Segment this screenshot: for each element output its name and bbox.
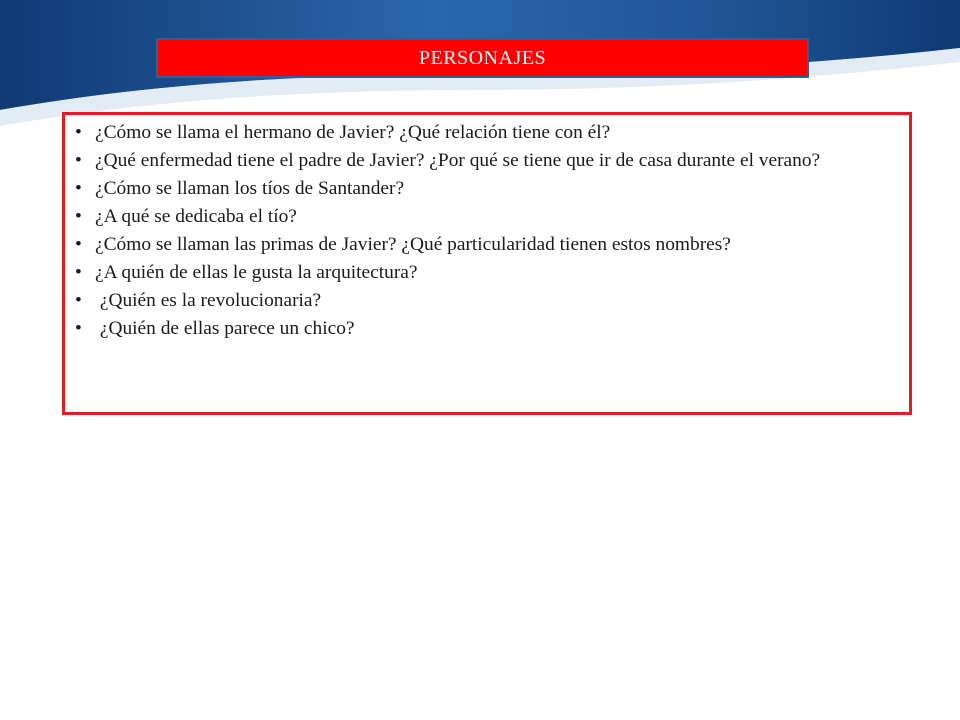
question-text: ¿A qué se dedicaba el tío? [95,206,297,227]
bullet-icon: • [75,318,82,339]
list-item [75,289,902,314]
bullet-icon: • [75,206,82,227]
bullet-icon: • [75,262,82,283]
question-text: ¿Cómo se llaman las primas de Javier? ¿Qué particularidad tienen estos nombres? [95,234,731,255]
list-item [75,317,902,342]
question-text: ¿Qué enfermedad tiene el padre de Javier? ¿Por qué se tiene que ir de casa durante el verano? [95,150,821,171]
question-text: ¿A quién de ellas le gusta la arquitectura? [95,262,418,283]
list-item [75,233,902,258]
bullet-icon: • [75,234,82,255]
title-bar [156,38,809,78]
questions-box [62,112,912,415]
slide-title: PERSONAJES [418,46,547,69]
list-item [75,205,902,230]
bullet-icon: • [75,290,82,311]
list-item [75,177,902,202]
list-item [75,149,902,174]
bullet-icon: • [75,122,82,143]
question-text: ¿Quién de ellas parece un chico? [95,318,355,339]
list-item [75,121,902,146]
question-text: ¿Cómo se llama el hermano de Javier? ¿Qué relación tiene con él? [95,122,611,143]
bullet-icon: • [75,150,82,171]
question-text: ¿Cómo se llaman los tíos de Santander? [95,178,405,199]
questions-list [75,121,902,342]
bullet-icon: • [75,178,82,199]
list-item [75,261,902,286]
question-text: ¿Quién es la revolucionaria? [95,290,322,311]
